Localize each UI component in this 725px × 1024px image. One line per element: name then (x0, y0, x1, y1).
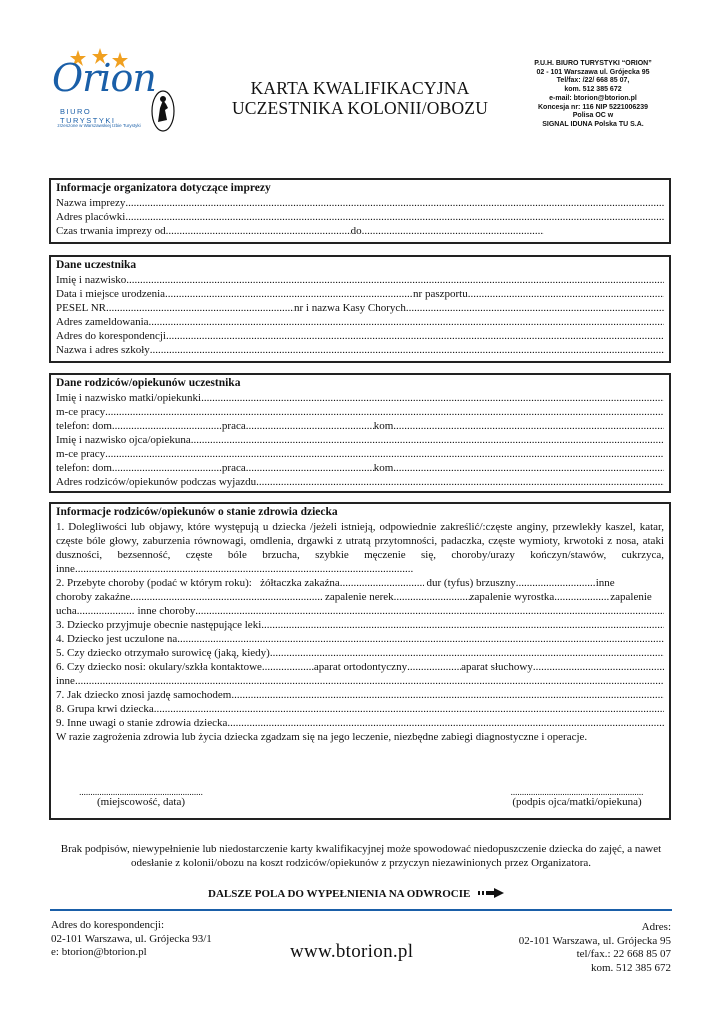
company-line: Polisa OC w (572, 112, 614, 120)
page-title (210, 78, 510, 118)
pesel-field[interactable]: PESEL NR ..... nr i nazwa Kasy Chorych ..... (56, 301, 664, 315)
knight-emblem-icon (151, 90, 175, 132)
footer-website[interactable]: www.btorion.pl (290, 941, 414, 962)
participant-name-field[interactable]: Imię i nazwisko ..... (56, 273, 664, 287)
company-line: SIGNAL IDUNA Polska TU S.A. (542, 120, 644, 128)
parents-section (49, 373, 671, 493)
mother-workplace-field[interactable]: m-ce pracy ..... (56, 405, 664, 419)
logo-registration: zrzeszone w Warszawskiej Izbie Turystyki (57, 123, 141, 128)
logo-subtitle: BIURO TURYSTYKI (60, 107, 116, 125)
arrow-right-icon (478, 888, 504, 898)
health-q6[interactable]: 6. Czy dziecko nosi: okulary/szkła kontaktowe ..... aparat ortodontyczny ..... aparat słuchowy ..... (56, 660, 664, 674)
footer-divider (50, 909, 672, 911)
health-heading: Informacje rodziców/opiekunów o stanie zdrowia dziecka (56, 506, 338, 518)
continue-notice: DALSZE POLA DO WYPEŁNIENIA NA ODWROCIE (208, 884, 568, 902)
mother-phone-field[interactable]: telefon: dom ..... praca ..... kom ..... (56, 419, 664, 433)
parents-heading: Dane rodziców/opiekunów uczestnika (56, 377, 241, 389)
company-line: P.U.H. BIURO TURYSTYKI “ORION” (534, 60, 652, 67)
health-q2-row3[interactable]: ucha ..... inne choroby ..... (56, 604, 664, 618)
participant-section (49, 255, 671, 363)
signature-place-date[interactable]: ....................................................... (miejscowość, data) (79, 787, 203, 808)
health-q3[interactable]: 3. Dziecko przyjmuje obecnie następujące leki ..... (56, 618, 664, 632)
event-duration-field[interactable]: Czas trwania imprezy od ..... do ..... (56, 224, 544, 238)
birth-date-place-field[interactable]: Data i miejsce urodzenia ..... nr paszportu ..... (56, 287, 664, 301)
health-consent: W razie zagrożenia zdrowia lub życia dziecka zgadzam się na jego leczenie, niezbędne zabiegi diagnostyczne i operacje. (56, 731, 588, 743)
company-info (518, 60, 668, 130)
health-q9[interactable]: 9. Inne uwagi o stanie zdrowia dziecka ..... (56, 716, 664, 730)
health-q8[interactable]: 8. Grupa krwi dziecka ..... (56, 702, 664, 716)
health-q6-other[interactable]: inne ..... (56, 674, 664, 688)
company-line: kom. 512 385 672 (564, 86, 622, 94)
health-q2-row1[interactable]: 2. Przebyte choroby (podać w którym roku): żółtaczka zakaźna ..... dur (tyfus) brzuszny ..... inne (56, 576, 664, 590)
school-field[interactable]: Nazwa i adres szkoły ..... (56, 343, 664, 357)
father-phone-field[interactable]: telefon: dom ..... praca ..... kom ..... (56, 461, 664, 475)
health-q1[interactable]: 1. Dolegliwości lub objawy, które występują u dziecka /jeżeli istnieją, odpowiednie zakreślić/:częste anginy, przewlekły kaszel, katar, częste bóle głowy, zaburzenia równowagi, omdlenia, drgawki z utratą przytomności, padaczka, częste wymioty, krwotoki z nosa, ataki duszności, bezsenność, częste bóle brzucha, szybkie męczenie się, choroby/urazy kończyn/stawów, cukrzyca, inne........................................................................................................................... (56, 521, 664, 575)
logo (48, 48, 156, 138)
company-line: Koncesja nr: 116 NIP 5221006239 (537, 103, 648, 111)
logo-name: Orion (52, 56, 156, 100)
health-q4[interactable]: 4. Dziecko jest uczulone na ..... (56, 632, 664, 646)
parents-address-field[interactable]: Adres rodziców/opiekunów podczas wyjazdu ..... (56, 475, 664, 489)
footer-correspondence: Adres do korespondencji: 02-101 Warszawa, ul. Grójecka 93/1 e: btorion@btorion.pl (51, 919, 271, 960)
health-q5[interactable]: 5. Czy dziecko otrzymało surowicę (jaką, kiedy) ..... (56, 646, 664, 660)
company-line: 02 - 101 Warszawa ul. Grójecka 95 (536, 68, 650, 76)
correspondence-address-field[interactable]: Adres do korespondencji ..... (56, 329, 664, 343)
company-line: Tel/fax: /22/ 668 85 07, (556, 77, 630, 85)
title-line-2: UCZESTNIKA KOLONII/OBOZU (231, 98, 489, 118)
footer-email[interactable]: e: btorion@btorion.pl (51, 946, 147, 958)
organizer-section (49, 178, 671, 244)
mother-name-field[interactable]: Imię i nazwisko matki/opiekunki ..... (56, 391, 664, 405)
signature-parent[interactable]: ........................................................... (podpis ojca/matki/opiekuna) (510, 787, 644, 808)
event-name-field[interactable]: Nazwa imprezy ..... (56, 196, 664, 210)
participant-heading: Dane uczestnika (56, 259, 137, 271)
notice-text: Brak podpisów, niewypełnienie lub niedostarczenie karty kwalifikacyjnej może spowodować niedopuszczenie dziecka do zajęć, a nawet odesłanie z kolonii/obozu na koszt rodziców/opiekunów z przyczyn niezawinionych przez Organizatora. (60, 843, 662, 869)
father-workplace-field[interactable]: m-ce pracy ..... (56, 447, 664, 461)
footer-address: Adres: 02-101 Warszawa, ul. Grójecka 95 tel/fax.: 22 668 85 07 kom. 512 385 672 (518, 921, 671, 974)
health-q2-row2[interactable]: choroby zakaźne ..... zapalenie nerek ..... zapalenie wyrostka ..... zapalenie (56, 590, 664, 604)
company-line: e-mail: btorion@btorion.pl (549, 94, 637, 102)
organizer-heading: Informacje organizatora dotyczące imprezy (56, 182, 271, 194)
father-name-field[interactable]: Imię i nazwisko ojca/opiekuna ..... (56, 433, 664, 447)
health-q7[interactable]: 7. Jak dziecko znosi jazdę samochodem ..... (56, 688, 664, 702)
residence-address-field[interactable]: Adres zameldowania ..... (56, 315, 664, 329)
venue-address-field[interactable]: Adres placówki ..... (56, 210, 664, 224)
health-section (49, 502, 671, 820)
title-line-1: KARTA KWALIFIKACYJNA (250, 78, 470, 98)
